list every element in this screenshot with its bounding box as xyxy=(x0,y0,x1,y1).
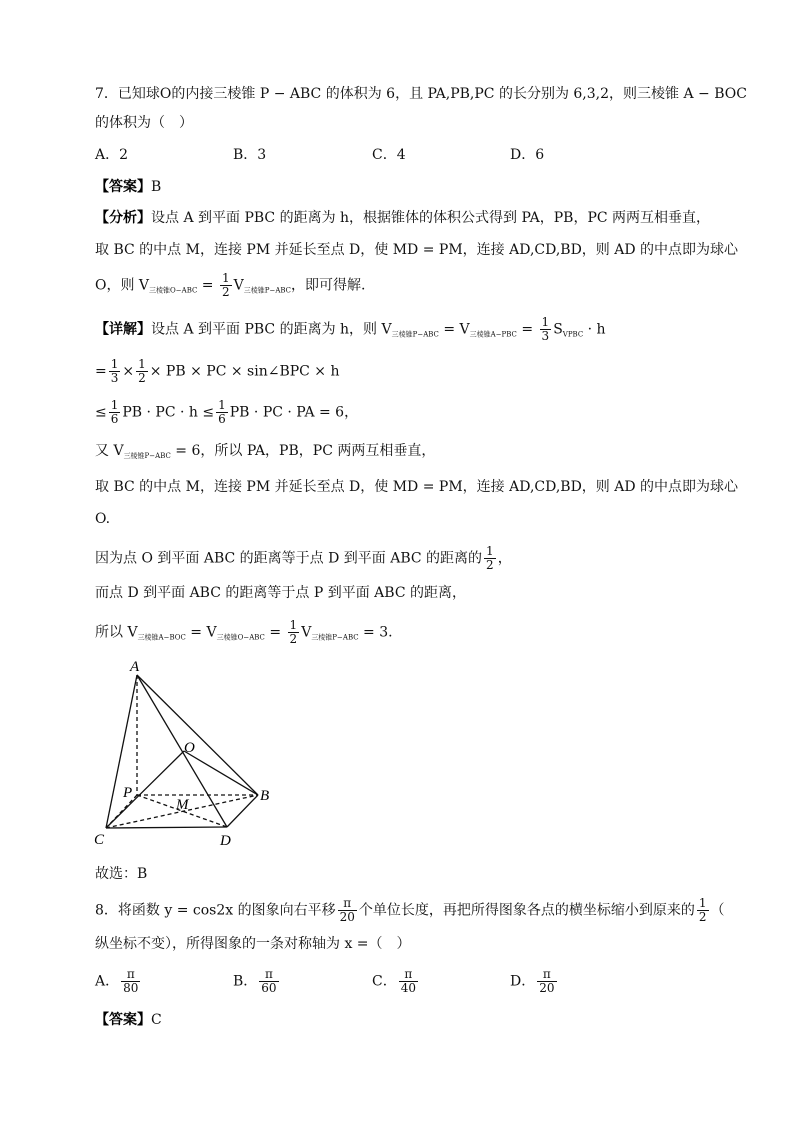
pyramid-figure xyxy=(90,655,290,855)
detail-text-4a: 又 V xyxy=(95,443,124,459)
analysis-text-3b: V xyxy=(233,277,244,294)
answer-value: B xyxy=(151,179,162,195)
edge-pc xyxy=(106,795,137,828)
answer-value-8: C xyxy=(151,1012,162,1028)
q8-text-1a: 8．将函数 y = cos2x 的图象向右平移 xyxy=(95,902,336,919)
q7-detail-line7 xyxy=(95,545,512,572)
analysis-sub-1: 三棱锥O−ABC xyxy=(149,286,198,295)
detail-text-1a: 设点 A 到平面 PBC 的距离为 h，则 V xyxy=(151,321,392,338)
detail-sub-9b: 三棱锥O−ABC xyxy=(216,633,265,642)
detail-text-1d: · h xyxy=(583,321,606,338)
q8-text-1b: 个单位长度，再把所得图象各点的横坐标缩小到原来的 xyxy=(358,902,695,919)
fraction-half-4: $\frac{1}{2}$ xyxy=(289,618,298,646)
q8-option-d: D． $\frac{\pi}{20}$ xyxy=(510,967,555,995)
detail-text-9c: V xyxy=(301,624,312,641)
q7-answer xyxy=(95,177,161,197)
q7-detail-line5: 取 BC 的中点 M，连接 PM 并延长至点 D，使 MD = PM，连接 AD,CD,BD，则 AD 的中点即为球心 xyxy=(95,479,739,495)
detail-text-9a: 所以 V xyxy=(95,624,138,641)
q8-stem-line2: 纵坐标不变），所得图象的一条对称轴为 x =（ ） xyxy=(95,936,411,952)
fraction-third-2: $\frac{1}{3}$ xyxy=(110,357,119,385)
q7-option-c: C．4 xyxy=(372,147,406,163)
fraction-half-2: $\frac{1}{2}$ xyxy=(138,357,146,385)
detail-tag: 【详解】 xyxy=(95,321,151,338)
detail-text-4b: = 6，所以 PA，PB，PC 两两互相垂直， xyxy=(170,443,436,459)
analysis-tag: 【分析】 xyxy=(95,210,151,226)
fraction-third: $\frac{1}{3}$ xyxy=(541,315,550,343)
q8-answer xyxy=(95,1010,162,1030)
detail-sub-9c: 三棱锥P−ABC xyxy=(311,633,359,642)
q7-option-b: B．3 xyxy=(233,147,267,163)
analysis-eq: = xyxy=(197,277,218,294)
analysis-text-3a: O，则 V xyxy=(95,277,150,294)
analysis-sub-2: 三棱锥P−ABC xyxy=(243,286,292,295)
label-c: C xyxy=(94,832,105,848)
q7-detail-line3: ≤ $\frac{1}{6}$ PB · PC · h ≤ $\frac{1}{6}$ PB · PC · PA = 6， xyxy=(95,398,359,426)
q7-detail-line1 xyxy=(95,316,606,345)
detail-sub-9a: 三棱锥A−BOC xyxy=(137,633,186,642)
q7-analysis-line3 xyxy=(95,272,365,301)
q8-text-1c: （ xyxy=(710,902,725,919)
label-p: P xyxy=(123,785,133,801)
fraction-sixth: $\frac{1}{6}$ xyxy=(110,398,119,426)
detail-sub-4: 三棱锥P−ABC xyxy=(123,452,171,460)
q8-option-a: A． $\frac{\pi}{80}$ xyxy=(95,967,139,995)
q7-detail-line4 xyxy=(95,441,435,466)
detail-text-9d: = 3. xyxy=(358,624,393,641)
label-a: A xyxy=(130,659,140,675)
q8-option-b: B． $\frac{\pi}{60}$ xyxy=(233,967,277,995)
detail-text-3b: PB · PC · PA = 6， xyxy=(229,404,359,421)
q7-option-d: D．6 xyxy=(510,147,545,163)
analysis-text-3c: ，即可得解. xyxy=(291,277,366,294)
detail-eq-1: = xyxy=(516,321,538,338)
detail-text-2: × PB × PC × sin∠BPC × h xyxy=(149,363,340,380)
q7-detail-line6: O. xyxy=(95,511,111,527)
answer-tag: 【答案】 xyxy=(95,179,151,195)
detail-sub-1: 三棱锥P−ABC xyxy=(391,330,439,339)
fraction-sixth-2: $\frac{1}{6}$ xyxy=(218,398,226,426)
q8-option-c: C． $\frac{\pi}{40}$ xyxy=(372,967,416,995)
q7-detail-line2: = $\frac{1}{3}$ × $\frac{1}{2}$ × PB × PC × sin∠BPC × h xyxy=(95,357,340,385)
detail-text-7b: ， xyxy=(497,550,512,567)
q7-stem-line2: 的体积为（ ） xyxy=(95,115,193,131)
q7-detail-line9 xyxy=(95,619,393,648)
fraction-half: $\frac{1}{2}$ xyxy=(221,271,230,299)
answer-tag-8: 【答案】 xyxy=(95,1012,151,1028)
fraction-half-3: $\frac{1}{2}$ xyxy=(486,544,494,572)
edge-ac xyxy=(106,675,137,828)
detail-sub-3: VPBC xyxy=(562,330,584,339)
detail-text-1b: = V xyxy=(438,321,470,338)
q7-option-a: A．2 xyxy=(95,147,129,163)
detail-text-1c: S xyxy=(553,321,563,338)
detail-text-9b: = V xyxy=(185,624,217,641)
fraction-pi-20: $\frac{\pi}{20}$ xyxy=(339,896,355,924)
label-d: D xyxy=(220,833,231,849)
detail-sub-2: 三棱锥A−PBC xyxy=(469,330,517,339)
q7-stem-line1: 7．已知球O的内接三棱锥 P − ABC 的体积为 6，且 PA,PB,PC 的长分别为 6,3,2，则三棱锥 A − BOC xyxy=(95,86,747,102)
detail-text-3a: PB · PC · h ≤ xyxy=(122,404,215,421)
label-b: B xyxy=(260,788,270,804)
q7-analysis-line2: 取 BC 的中点 M，连接 PM 并延长至点 D，使 MD = PM，连接 AD,CD,BD，则 AD 的中点即为球心 xyxy=(95,242,739,258)
fraction-half-5: $\frac{1}{2}$ xyxy=(698,896,707,924)
q7-detail-line8: 而点 D 到平面 ABC 的距离等于点 P 到平面 ABC 的距离， xyxy=(95,585,466,601)
q7-analysis-line1 xyxy=(95,208,710,228)
edge-db xyxy=(227,795,258,827)
label-o: O xyxy=(184,740,195,756)
q8-stem-line1 xyxy=(95,897,725,924)
detail-text-7a: 因为点 O 到平面 ABC 的距离等于点 D 到平面 ABC 的距离的 xyxy=(95,550,483,567)
edge-cd xyxy=(106,827,227,828)
q7-choice: 故选：B xyxy=(95,866,148,882)
analysis-text-1: 设点 A 到平面 PBC 的距离为 h，根据锥体的体积公式得到 PA，PB，PC 两两互相垂直， xyxy=(151,210,711,226)
detail-eq-9: = xyxy=(264,624,286,641)
label-m: M xyxy=(176,797,189,813)
